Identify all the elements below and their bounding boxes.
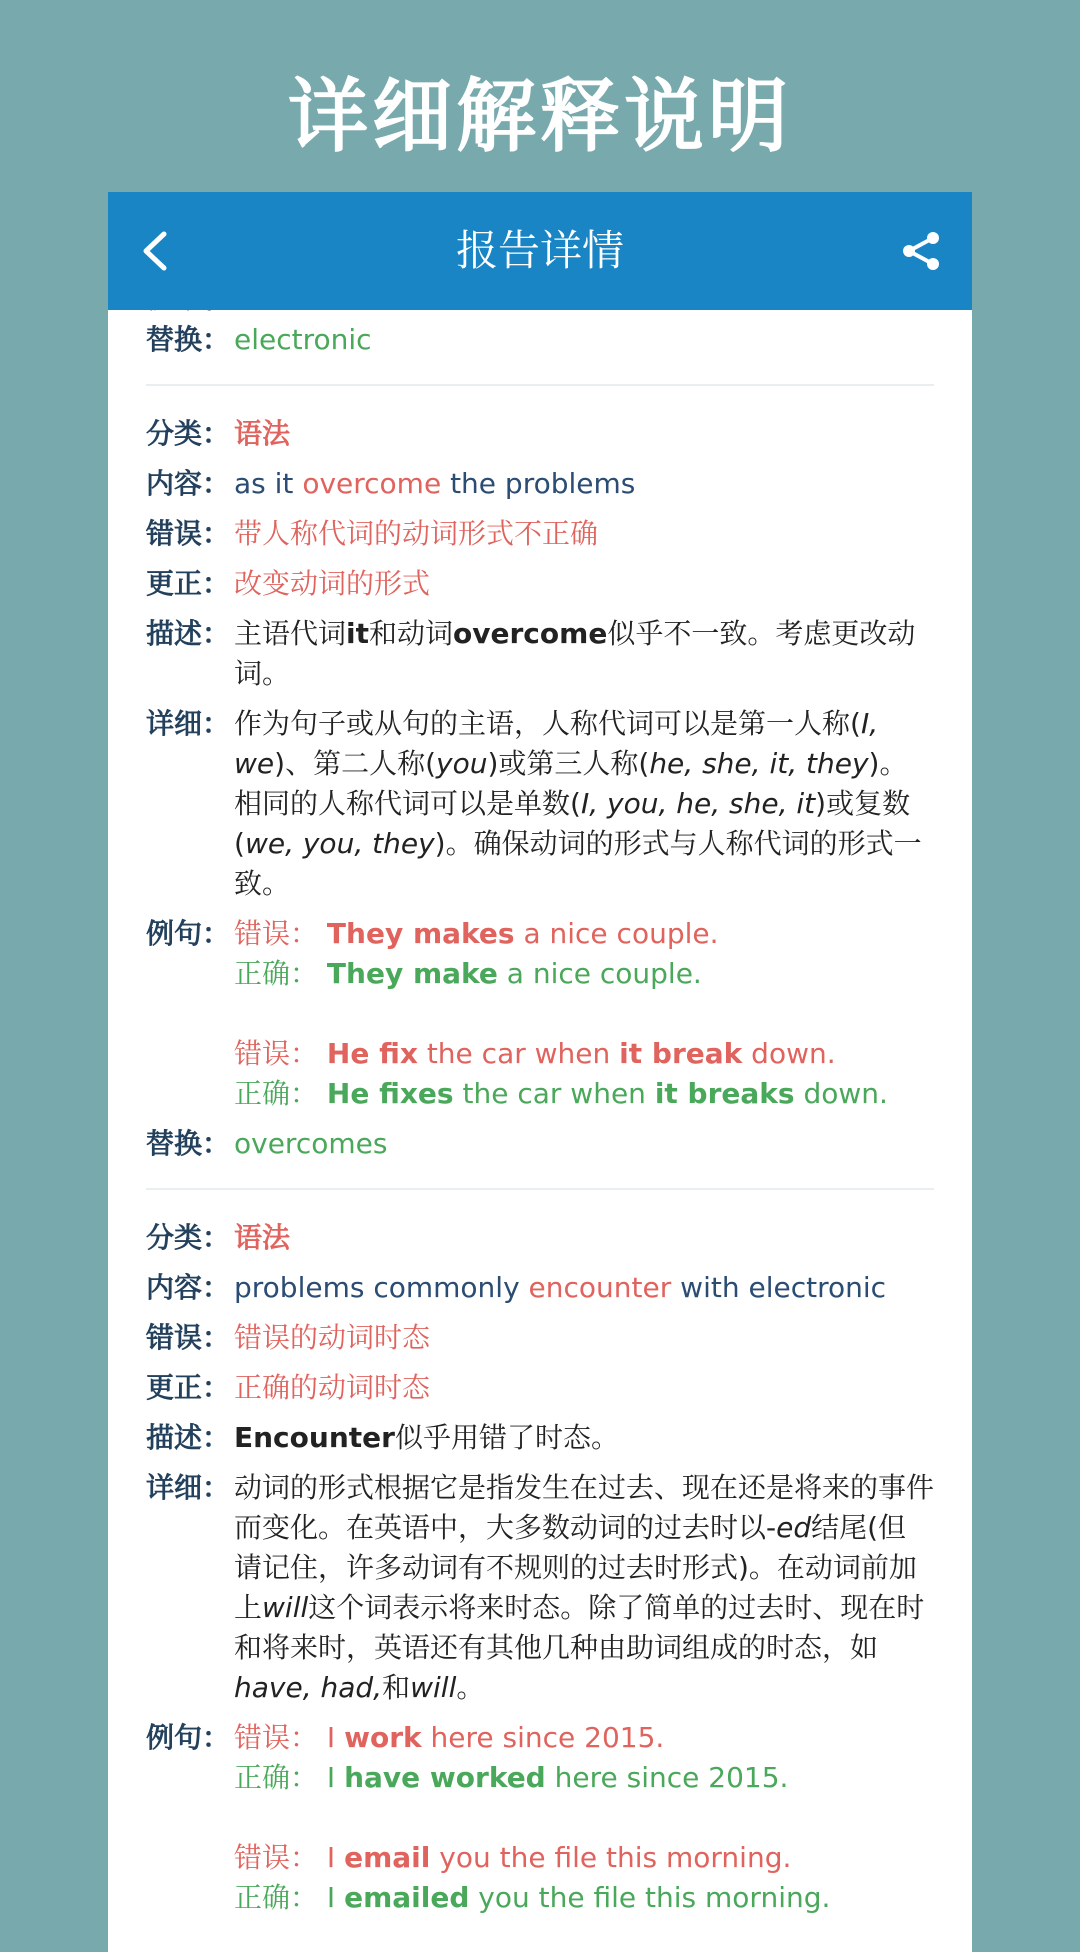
detail-value: 作为句子或从句的主语，人称代词可以是第一人称(I, we)、第二人称(you)或第三人称(he, she, it, they)。相同的人称代词可以是单数(I, you, he, she, it)或复数(we, you, they)。确保动词的形式与人称代词的形式一致。 xyxy=(234,707,922,900)
divider xyxy=(146,384,934,386)
issue-card xyxy=(146,414,934,1164)
example-right: 正确： I have worked here since 2015. xyxy=(234,1761,789,1794)
example-list xyxy=(234,1718,934,1918)
detail-row xyxy=(146,1468,934,1708)
description-value: 主语代词it和动词overcome似乎不一致。考虑更改动词。 xyxy=(234,617,916,690)
example-wrong: 错误： I email you the file this morning. xyxy=(234,1841,792,1874)
example-right: 正确： I emailed you the file this morning. xyxy=(234,1881,831,1914)
detail-row xyxy=(146,704,934,904)
error-row xyxy=(146,514,934,554)
example-row xyxy=(146,1718,934,1918)
content-label: 内容： xyxy=(146,1271,231,1304)
correction-value: 正确的动词时态 xyxy=(234,1371,431,1404)
example-list xyxy=(234,914,934,1114)
example-right: 正确： He fixes the car when it breaks down. xyxy=(234,1077,888,1110)
replace-row xyxy=(146,320,934,360)
description-label: 描述： xyxy=(146,617,231,650)
example-wrong: 错误： He fix the car when it break down. xyxy=(234,1037,836,1070)
correction-value: 改变动词的形式 xyxy=(234,567,431,600)
example-right: 正确： They make a nice couple. xyxy=(234,957,702,990)
category-label: 分类： xyxy=(146,1221,231,1254)
example-wrong: 错误： They makes a nice couple. xyxy=(234,917,719,950)
promo-title: 详细解释说明 xyxy=(288,70,792,163)
highlighted-word: overcome xyxy=(302,467,442,500)
error-label: 错误： xyxy=(146,1321,231,1354)
replace-label: 替换： xyxy=(146,323,231,356)
category-label: 分类： xyxy=(146,417,231,450)
replace-value[interactable]: overcomes xyxy=(234,1127,388,1160)
nav-title: 报告详情 xyxy=(455,226,624,275)
content-label: 内容： xyxy=(146,467,231,500)
correction-row xyxy=(146,564,934,604)
category-row xyxy=(146,414,934,454)
report-content xyxy=(108,310,972,1918)
example-wrong: 错误： I work here since 2015. xyxy=(234,1721,665,1754)
description-row xyxy=(146,1418,934,1458)
description-label: 描述： xyxy=(146,1421,231,1454)
category-row xyxy=(146,1218,934,1258)
detail-label: 详细： xyxy=(146,1471,231,1504)
nav-bar xyxy=(108,192,972,310)
replace-label: 替换： xyxy=(146,1127,231,1160)
example-label: 例句： xyxy=(146,917,231,950)
correction-label: 更正： xyxy=(146,567,231,600)
detail-label: 详细： xyxy=(146,707,231,740)
content-row xyxy=(146,1268,934,1308)
example-label: 例句： xyxy=(146,1721,231,1754)
error-label: 错误： xyxy=(146,517,231,550)
replace-value[interactable]: electronic xyxy=(234,323,372,356)
content-value: problems commonly encounter with electronic xyxy=(234,1271,887,1304)
description-value: Encounter似乎用错了时态。 xyxy=(234,1421,619,1454)
divider xyxy=(146,1188,934,1190)
app-screen xyxy=(108,192,972,1952)
error-value: 错误的动词时态 xyxy=(234,1321,431,1354)
correction-label: 更正： xyxy=(146,1371,231,1404)
error-row xyxy=(146,1318,934,1358)
issue-card xyxy=(146,1218,934,1918)
share-icon[interactable] xyxy=(900,230,942,272)
highlighted-word: encounter xyxy=(528,1271,672,1304)
category-value: 语法 xyxy=(234,417,291,450)
error-value: 带人称代词的动词形式不正确 xyxy=(234,517,599,550)
category-value: 语法 xyxy=(234,1221,291,1254)
detail-value: 动词的形式根据它是指发生在过去、现在还是将来的事件而变化。在英语中，大多数动词的过去时以-ed结尾(但请记住，许多动词有不规则的过去时形式)。在动词前加上will这个词表示将来时态。除了简单的过去时、现在时和将来时，英语还有其他几种由助词组成的时态，如have, had,和will。 xyxy=(234,1471,935,1704)
correction-row xyxy=(146,1368,934,1408)
example-row xyxy=(146,914,934,1114)
content-row xyxy=(146,464,934,504)
replace-row xyxy=(146,1124,934,1164)
description-row xyxy=(146,614,934,694)
content-value: as it overcome the problems xyxy=(234,467,636,500)
